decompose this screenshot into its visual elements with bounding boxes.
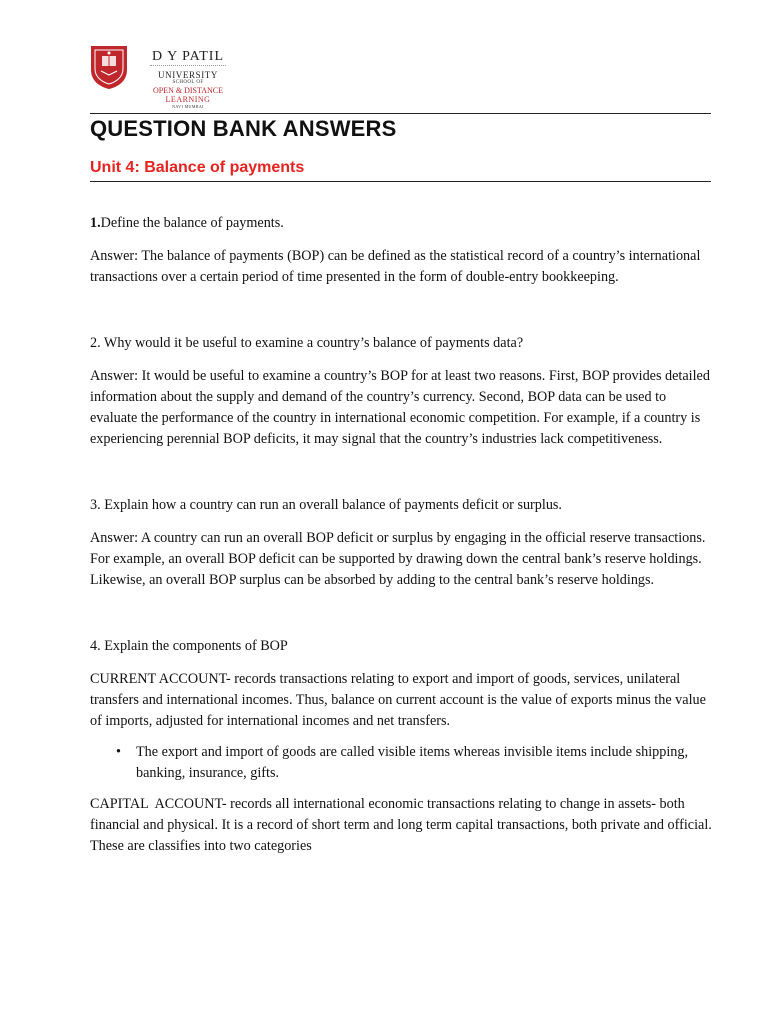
bullet-icon: •: [116, 744, 121, 760]
logo-odl-line2: LEARNING: [165, 95, 211, 104]
header-top-rule: [90, 113, 711, 114]
question-body: Define the balance of payments.: [100, 215, 284, 231]
crest-icon: [90, 44, 128, 90]
current-account-text: CURRENT ACCOUNT- records transactions relating to export and import of goods, services, unilateral transfers and international incomes. Thus, balance on current account is the value of exports minus the value of imports, adjusted for international incomes and net transfers.: [90, 671, 706, 729]
logo-wordmark: [130, 49, 246, 109]
question-text: 2. Why would it be useful to examine a country’s balance of payments data?: [90, 335, 524, 351]
logo-city: NAVI MUMBAI: [172, 104, 204, 109]
answer-text: Answer: The balance of payments (BOP) can be defined as the statistical record of a country’s international transactions over a certain period of time presented in the form of double-entry bookkeeping.: [90, 248, 701, 285]
answer-text: Answer: A country can run an overall BOP deficit or surplus by engaging in the official reserve transactions. For example, an overall BOP deficit can be supported by drawing down the central bank’s reserve holdings. Likewise, an overall BOP surplus can be absorbed by adding to the central bank’s reserve holdings.: [90, 530, 706, 588]
question-list: [90, 213, 715, 857]
bullet-list: [90, 742, 715, 784]
question-text: [90, 213, 715, 234]
question-text: 3. Explain how a country can run an overall balance of payments deficit or surplus.: [90, 497, 562, 513]
university-logo: [90, 44, 250, 109]
header-bottom-rule: [90, 181, 711, 182]
list-item: [116, 742, 715, 784]
logo-school: SCHOOL OF: [172, 80, 204, 85]
question-item-3: [90, 495, 715, 591]
bullet-text: The export and import of goods are called visible items whereas invisible items include shipping, banking, insurance, gifts.: [136, 744, 689, 781]
unit-title: Unit 4: Balance of payments: [90, 159, 305, 176]
capital-account-text: CAPITAL ACCOUNT- records all international economic transactions relating to change in assets- both financial and physical. It is a record of short term and long term capital transactions, both private and official. These are classifies into two categories: [90, 796, 716, 854]
logo-name: D Y PATIL: [151, 49, 224, 64]
logo-tagline-rule: [150, 65, 226, 69]
answer-text: Answer: It would be useful to examine a country’s BOP for at least two reasons. First, BOP provides detailed information about the supply and demand of the country’s currency. Second, BOP data can be used to evaluate the performance of the country in international economic competition. For example, if a country is experiencing perennial BOP deficits, it may signal that the country’s industries lack competitiveness.: [90, 368, 710, 447]
logo-university: UNIVERSITY: [158, 70, 218, 80]
question-item-1: [90, 213, 715, 288]
question-text: 4. Explain the components of BOP: [90, 638, 288, 654]
question-item-4: [90, 636, 715, 857]
question-number: 1.: [90, 215, 101, 231]
document-title: QUESTION BANK ANSWERS: [90, 116, 397, 141]
logo-odl-line1: OPEN & DISTANCE: [152, 86, 224, 95]
question-item-2: [90, 333, 715, 450]
